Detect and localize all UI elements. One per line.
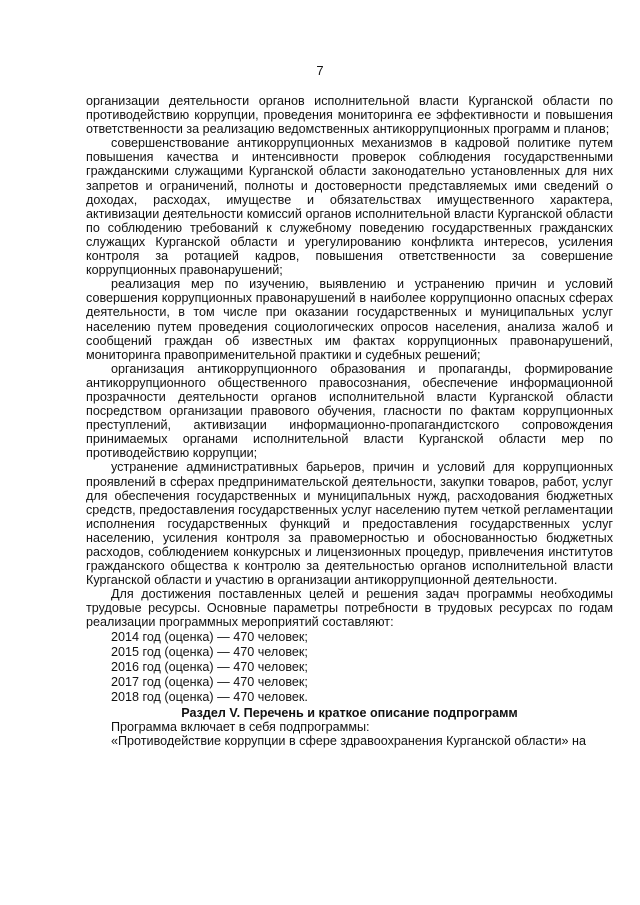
list-item: 2017 год (оценка) — 470 человек; [111,675,308,690]
list-item: 2018 год (оценка) — 470 человек. [111,690,308,705]
labor-resources-list [111,630,613,706]
paragraph: Для достижения поставленных целей и решения задач программы необходимы трудовые ресурсы. Основные параметры потребности в трудовых ресурсах по годам реализации программных мероприятий составляют: [86,587,613,630]
paragraph: Программа включает в себя подпрограммы: [111,719,370,734]
section-heading: Раздел V. Перечень и краткое описание подпрограмм [181,705,518,720]
paragraph: организация антикоррупционного образования и пропаганды, формирование антикоррупционного общественного правосознания, обеспечение информационной прозрачности деятельности органов исполнительной власти Курганской области посредством организации правового обучения, гласности по фактам коррупционных преступлений, активизации информационно-пропагандистского сопровождения принимаемых органами исполнительной власти Курганской области мер по противодействию коррупции; [86,361,613,461]
document-body [86,94,613,748]
page-number: 7 [316,63,324,78]
paragraph: совершенствование антикоррупционных механизмов в кадровой политике путем повышения качества и интенсивности проверок соблюдения государственными гражданскими служащими Курганской области законодательно установленных для них запретов и ограничений, полноты и достоверности представляемых ими сведений о доходах, расходах, имуществе и обязательствах имущественного характера, активизации деятельности комиссий органов исполнительной власти Курганской области по соблюдению требований к служебному поведению государственных гражданских служащих Курганской области и урегулированию конфликта интересов, усиления контроля за ротацией кадров, повышения ответственности за совершение коррупционных правонарушений; [86,136,613,278]
paragraph: реализация мер по изучению, выявлению и устранению причин и условий совершения коррупционных правонарушений в наиболее коррупционно опасных сферах деятельности, в том числе при оказании государственных и муниципальных услуг населению путем проведения социологических опросов населения, анализа жалоб и сообщений граждан об известных им фактах коррупционных правонарушений, мониторинга правоприменительной практики и судебных решений; [86,277,613,362]
paragraph: устранение административных барьеров, причин и условий для коррупционных проявлений в сферах предпринимательской деятельности, закупки товаров, работ, услуг для обеспечения государственных и муниципальных нужд, расходования бюджетных средств, предоставления государственных услуг населению путем четкой регламентации исполнения государственных функций и предоставления государственных услуг населению, усиления контроля за правомерностью и обоснованностью бюджетных расходов, соблюдением конкурсных и лицензионных процедур, привлечения институтов гражданского общества к контролю за деятельностью органов исполнительной власти Курганской области и участию в организации антикоррупционной деятельности. [86,460,613,588]
paragraph: организации деятельности органов исполнительной власти Курганской области по противодействию коррупции, проведения мониторинга ее эффективности и повышения ответственности за реализацию ведомственных антикоррупционных программ и планов; [86,94,613,137]
list-item: 2016 год (оценка) — 470 человек; [111,659,308,674]
list-item: 2015 год (оценка) — 470 человек; [111,644,308,659]
paragraph: «Противодействие коррупции в сфере здравоохранения Курганской области» на [111,733,586,748]
list-item: 2014 год (оценка) — 470 человек; [111,629,308,644]
